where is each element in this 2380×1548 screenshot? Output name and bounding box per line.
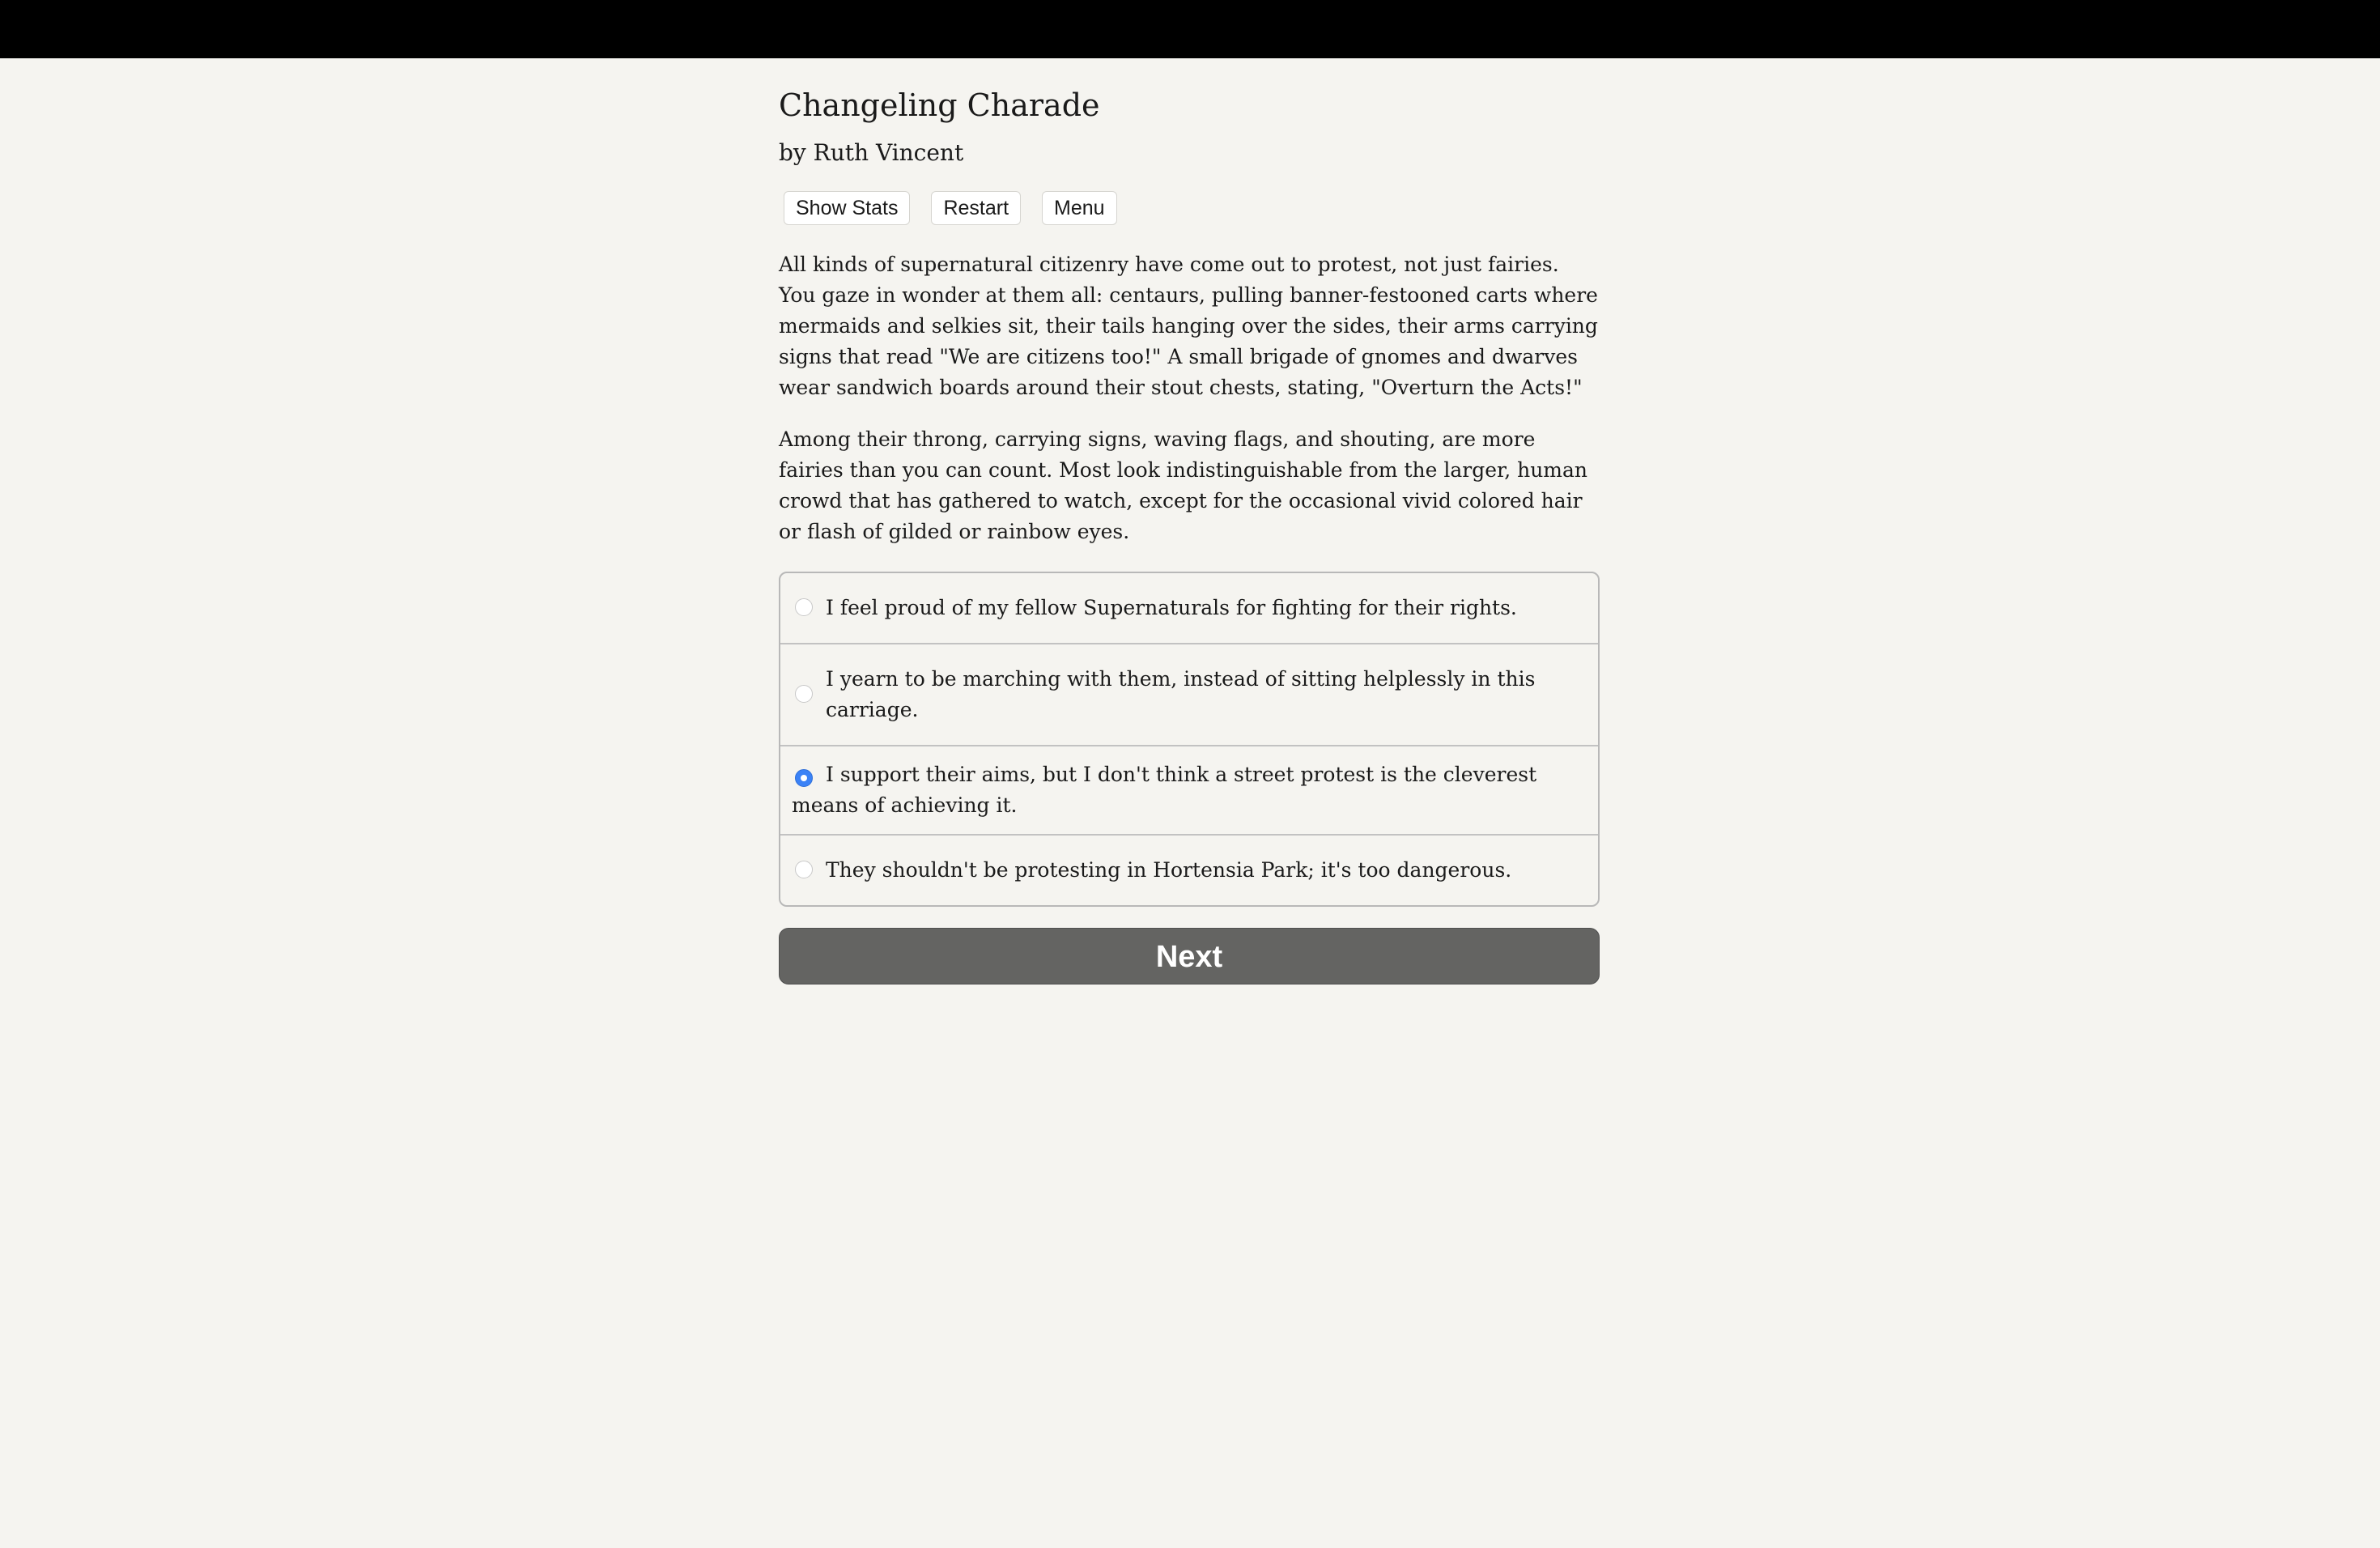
choice-label: They shouldn't be protesting in Hortensia Park; it's too dangerous. [826, 858, 1512, 882]
next-button[interactable]: Next [779, 928, 1600, 985]
radio-button-icon[interactable] [795, 685, 813, 703]
choice-list [779, 572, 1600, 907]
radio-button-icon[interactable] [795, 598, 813, 616]
show-stats-button[interactable]: Show Stats [784, 191, 910, 225]
choice-label: I feel proud of my fellow Supernaturals for fighting for their rights. [826, 596, 1517, 619]
top-bar [0, 0, 2380, 58]
radio-button-selected-icon[interactable] [795, 769, 813, 787]
game-title: Changeling Charade [779, 87, 1100, 123]
choice-option-2[interactable] [780, 643, 1598, 745]
restart-button[interactable]: Restart [931, 191, 1021, 225]
toolbar [779, 191, 1600, 227]
passage-paragraph: All kinds of supernatural citizenry have come out to protest, not just fairies. You gaze in wonder at them all: centaurs, pulling banner-festooned carts where mermaids and selkies sit, their tails hanging over the sides, their arms carrying signs that read "We are citizens too!" A small brigade of gnomes and dwarves wear sandwich boards around their stout chests, stating, "Overturn the Acts!" [779, 253, 1598, 399]
choice-option-1[interactable] [780, 573, 1598, 643]
choice-option-4[interactable] [780, 834, 1598, 905]
game-container [779, 81, 1600, 985]
choice-label: I yearn to be marching with them, instead of sitting helplessly in this carriage. [826, 667, 1536, 721]
menu-button[interactable]: Menu [1042, 191, 1117, 225]
passage-paragraph: Among their throng, carrying signs, waving flags, and shouting, are more fairies than you can count. Most look indistinguishable from the larger, human crowd that has gathered to watch, except for the occasional vivid colored hair or flash of gilded or rainbow eyes. [779, 427, 1588, 543]
radio-button-icon[interactable] [795, 861, 813, 878]
game-author: by Ruth Vincent [779, 139, 964, 166]
choice-option-3[interactable] [780, 745, 1598, 834]
choice-label: I support their aims, but I don't think a street protest is the cleverest means of achieving it. [792, 763, 1537, 817]
